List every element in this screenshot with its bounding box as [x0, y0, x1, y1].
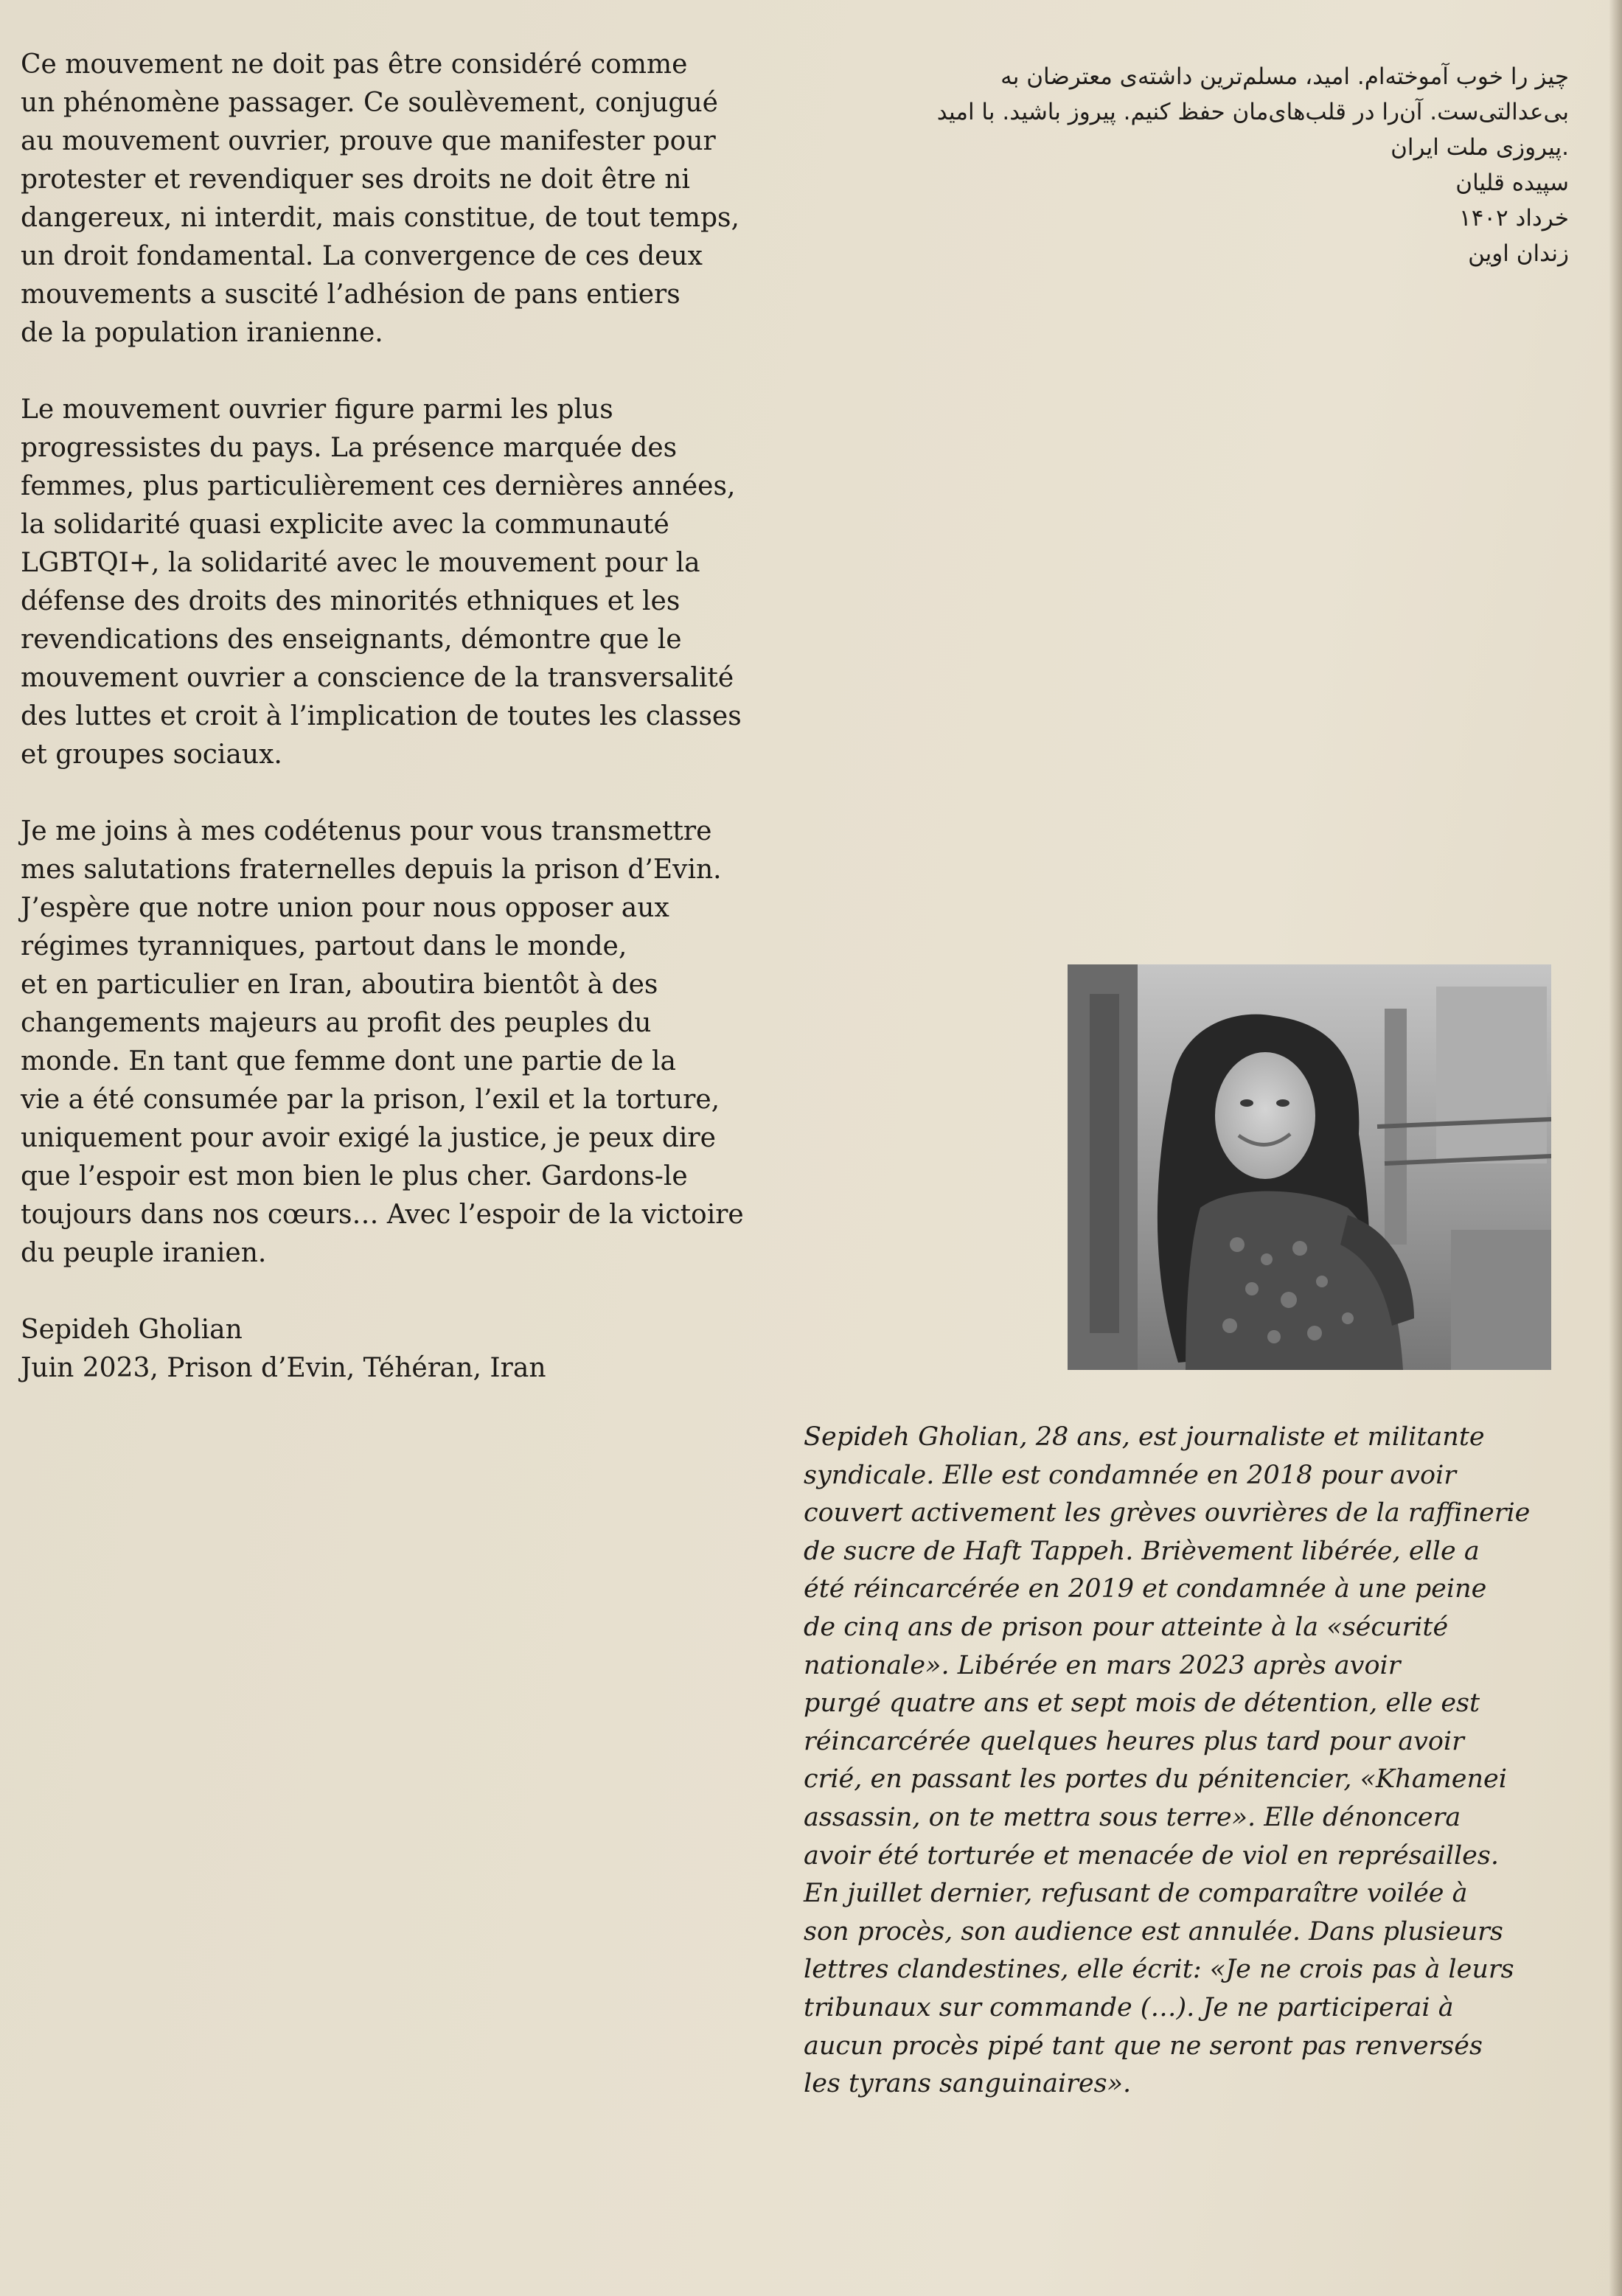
text-line: mouvements a suscité l’adhésion de pans entiers	[21, 279, 681, 310]
caption-line: assassin, on te mettra sous terre». Elle dénoncera	[804, 1802, 1461, 1832]
caption-line: son procès, son audience est annulée. Dans plusieurs	[804, 1916, 1503, 1947]
persian-line: بی‌عدالتی‌ست. آن‌را در قلب‌های‌مان حفظ کنیم. پیروز باشید. با امید	[936, 99, 1569, 125]
signature-date-place: Juin 2023, Prison d’Evin, Téhéran, Iran	[21, 1353, 546, 1383]
caption-line: été réincarcérée en 2019 et condamnée à une peine	[804, 1574, 1487, 1604]
caption-line: purgé quatre ans et sept mois de détention, elle est	[804, 1688, 1480, 1719]
text-line: mouvement ouvrier a conscience de la transversalité	[21, 663, 734, 693]
text-line: dangereux, ni interdit, mais constitue, de tout temps,	[21, 203, 739, 233]
text-line: du peuple iranien.	[21, 1238, 267, 1268]
paragraph-1	[21, 46, 802, 352]
paragraph-2	[21, 391, 802, 774]
paragraph-3	[21, 813, 802, 1273]
photo-caption	[804, 1419, 1556, 2104]
persian-signature-name: سپیده قلیان	[1455, 170, 1569, 196]
caption-line: nationale». Libérée en mars 2023 après avoir	[804, 1650, 1401, 1680]
persian-date: خرداد ۱۴۰۲	[1459, 205, 1569, 232]
text-line: changements majeurs au profit des peuples du	[21, 1008, 652, 1038]
text-line: LGBTQI+, la solidarité avec le mouvement pour la	[21, 548, 700, 578]
persian-line: چیز را خوب آموخته‌ام. امید، مسلم‌ترین داشته‌ی معترضان به	[1000, 63, 1569, 90]
caption-line: aucun procès pipé tant que ne seront pas renversés	[804, 2031, 1483, 2061]
text-line: et groupes sociaux.	[21, 740, 282, 770]
text-line: progressistes du pays. La présence marquée des	[21, 433, 678, 463]
caption-line: couvert activement les grèves ouvrières de la raffinerie	[804, 1498, 1531, 1528]
text-line: Ce mouvement ne doit pas être considéré comme	[21, 49, 688, 80]
caption-line: syndicale. Elle est condamnée en 2018 pour avoir	[804, 1460, 1456, 1490]
persian-line: .پیروزی ملت ایران	[1390, 134, 1569, 161]
caption-line: lettres clandestines, elle écrit: «Je ne crois pas à leurs	[804, 1955, 1514, 1985]
text-line: régimes tyranniques, partout dans le monde,	[21, 931, 627, 961]
caption-line: réincarcérée quelques heures plus tard pour avoir	[804, 1726, 1464, 1756]
text-line: protester et revendiquer ses droits ne doit être ni	[21, 164, 690, 195]
text-line: un droit fondamental. La convergence de ces deux	[21, 241, 703, 271]
caption-line: de sucre de Haft Tappeh. Brièvement libérée, elle a	[804, 1536, 1480, 1566]
caption-line: de cinq ans de prison pour atteinte à la «sécurité	[804, 1612, 1449, 1642]
text-line: revendications des enseignants, démontre que le	[21, 625, 682, 655]
letter-body	[21, 46, 802, 1426]
persian-letter-ending	[832, 59, 1569, 271]
text-line: la solidarité quasi explicite avec la communauté	[21, 509, 669, 540]
text-line: J’espère que notre union pour nous opposer aux	[21, 893, 669, 923]
text-line: Je me joins à mes codétenus pour vous transmettre	[21, 816, 712, 846]
text-line: uniquement pour avoir exigé la justice, je peux dire	[21, 1123, 716, 1153]
portrait-illustration	[1068, 964, 1551, 1370]
signature-name: Sepideh Gholian	[21, 1315, 243, 1345]
caption-line: En juillet dernier, refusant de comparaître voilée à	[804, 1879, 1468, 1909]
text-line: au mouvement ouvrier, prouve que manifester pour	[21, 126, 716, 156]
text-line: défense des droits des minorités ethniques et les	[21, 586, 681, 616]
caption-line: avoir été torturée et menacée de viol en représailles.	[804, 1840, 1499, 1871]
text-line: et en particulier en Iran, aboutira bientôt à des	[21, 970, 658, 1000]
text-line: toujours dans nos cœurs… Avec l’espoir de la victoire	[21, 1200, 744, 1230]
signature-block	[21, 1311, 802, 1388]
text-line: monde. En tant que femme dont une partie de la	[21, 1046, 676, 1076]
caption-line: crié, en passant les portes du pénitencier, «Khamenei	[804, 1764, 1507, 1795]
text-line: un phénomène passager. Ce soulèvement, conjugué	[21, 88, 718, 118]
text-line: femmes, plus particulièrement ces dernières années,	[21, 471, 736, 501]
text-line: mes salutations fraternelles depuis la prison d’Evin.	[21, 855, 722, 885]
text-line: vie a été consumée par la prison, l’exil et la torture,	[21, 1085, 720, 1115]
caption-line: tribunaux sur commande (…). Je ne participerai à	[804, 1992, 1454, 2022]
text-line: que l’espoir est mon bien le plus cher. Gardons-le	[21, 1161, 688, 1192]
page-edge-shadow	[1609, 0, 1622, 2296]
caption-line: les tyrans sanguinaires».	[804, 2069, 1132, 2099]
text-line: des luttes et croit à l’implication de toutes les classes	[21, 701, 742, 731]
text-line: de la population iranienne.	[21, 318, 383, 348]
persian-place: زندان اوین	[1468, 240, 1569, 267]
caption-line: Sepideh Gholian, 28 ans, est journaliste et militante	[804, 1422, 1485, 1452]
text-line: Le mouvement ouvrier figure parmi les plus	[21, 394, 613, 425]
portrait-photo	[1068, 964, 1551, 1370]
